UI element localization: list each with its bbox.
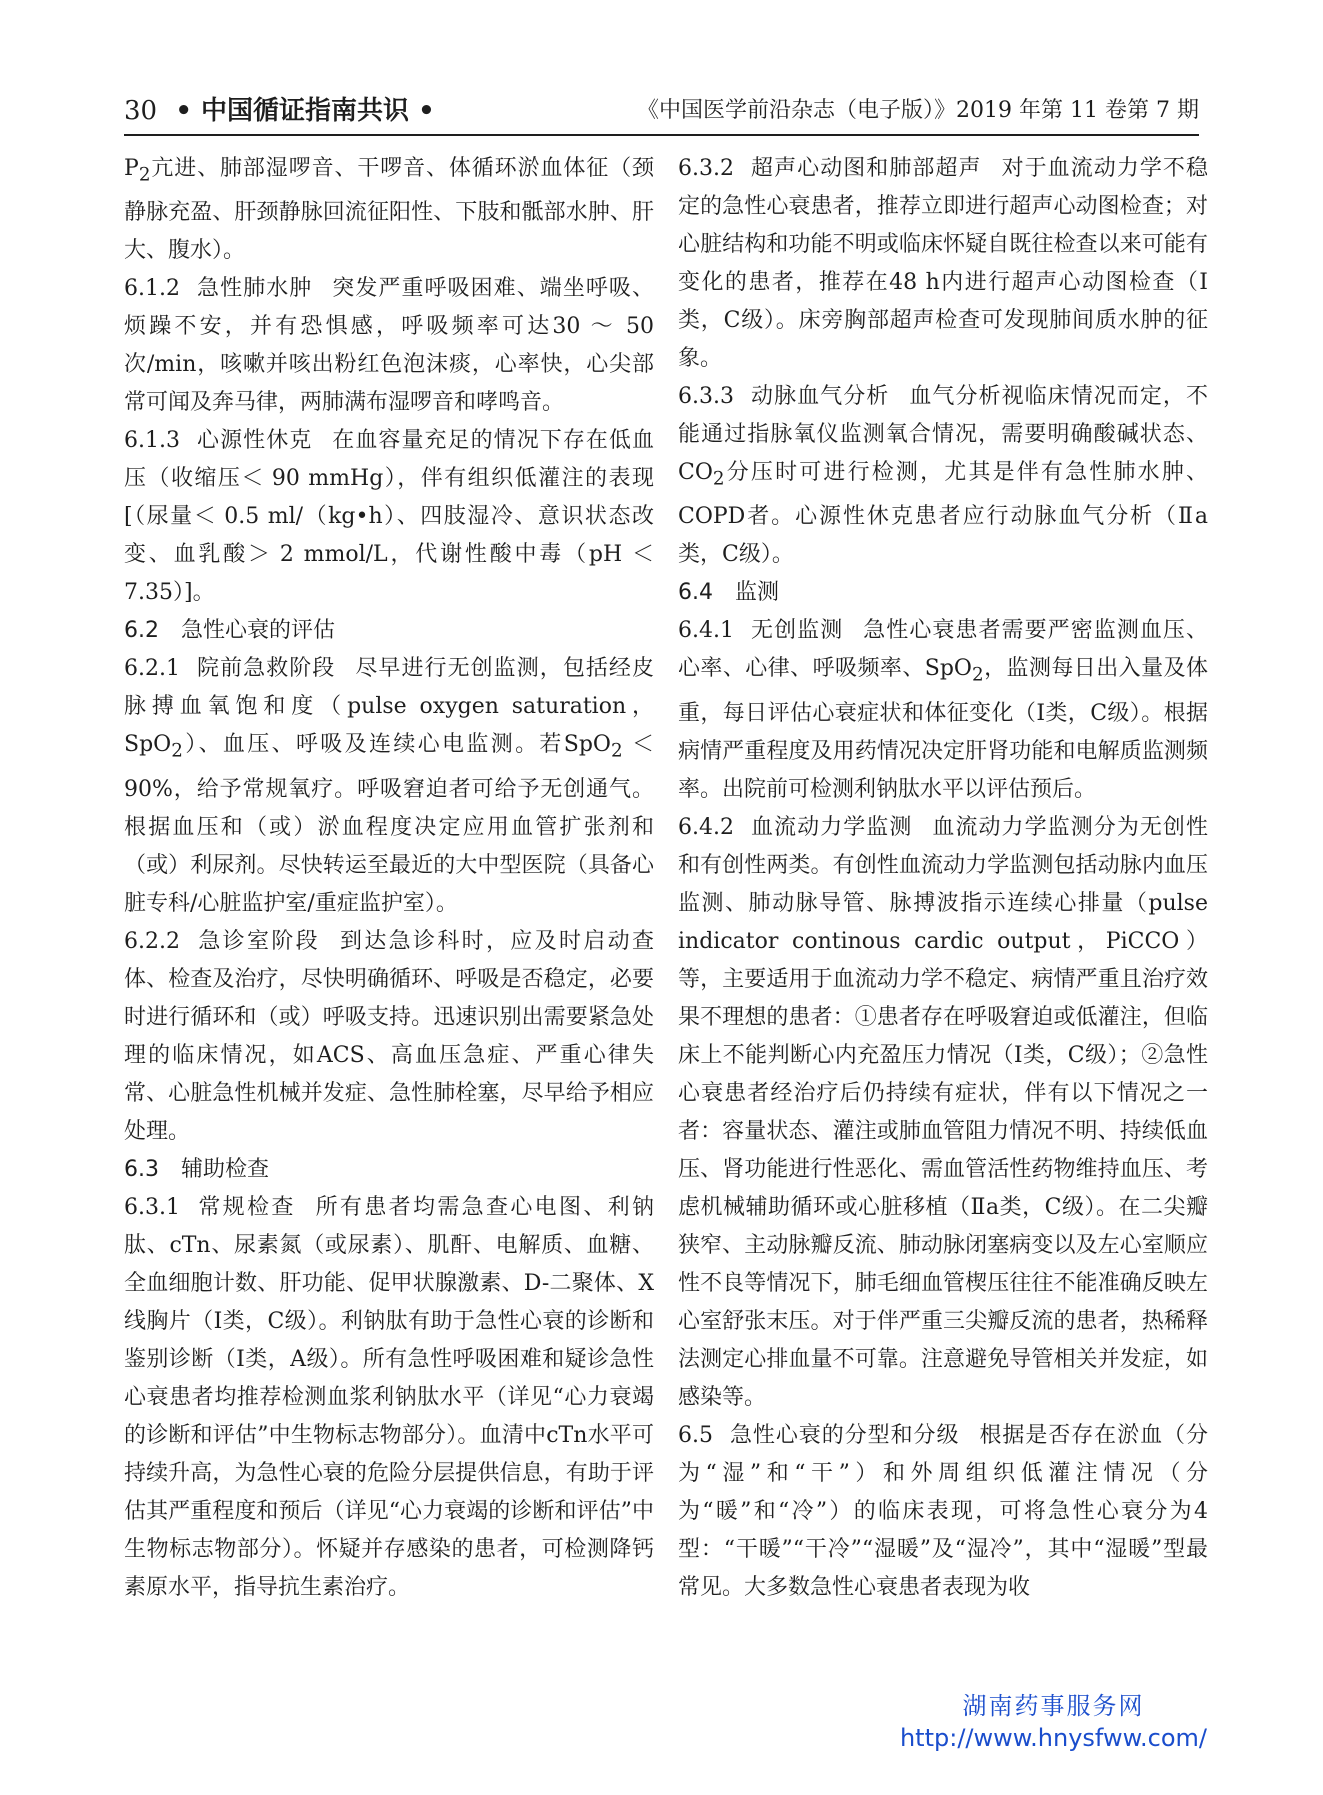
section-number: 6.3.3 [678, 384, 734, 409]
section-number: 6.5 [678, 1422, 713, 1448]
body-text: 根据是否存在淤血（分为“湿”和“干”）和外周组织低灌注情况（分为“暖”和“冷”）的临床表现，可将急性心衰分为4型：“干暖”“干冷”“湿暖”及“湿冷”，其中“湿暖”型最常见。大多数急性心衰患者表现为收 [678, 1422, 1208, 1600]
section-heading-text: 6.2 急性心衰的评估 [124, 618, 335, 644]
paragraph [124, 650, 654, 922]
page-number: 30 [124, 96, 158, 126]
body-text: $P_2$亢进、肺部湿啰音、干啰音、体循环淤血体征（颈静脉充盈、肝颈静脉回流征阳性、下肢和骶部水肿、肝大、腹水）。 [124, 156, 654, 264]
body-text: 对于血流动力学不稳定的急性心衰患者，推荐立即进行超声心动图检查；对心脏结构和功能不明或临床怀疑自既往检查以来可能有变化的患者，推荐在48 h内进行超声心动图检查（Ⅰ类，C级）。床旁胸部超声检查可发现肺间质水肿的征象。 [678, 156, 1208, 371]
subsection-title: 急性肺水肿 [195, 276, 313, 302]
paragraph [678, 612, 1208, 808]
section-heading [678, 574, 1208, 612]
section-number: 6.2.1 [124, 656, 180, 682]
section-heading [124, 612, 654, 650]
right-column [678, 150, 1208, 1607]
subsection-title: 急性心衰的分型和分级 [729, 1422, 960, 1448]
section-heading-text: 6.3 辅助检查 [124, 1156, 269, 1182]
watermark-name: 湖南药事服务网 [962, 1692, 1145, 1720]
body-text: 血流动力学监测分为无创性和有创性两类。有创性血流动力学监测包括动脉内血压监测、肺动脉导管、脉搏波指示连续心排量（pulse indicator continous cardic output，PiCCO）等，主要适用于血流动力学不稳定、病情严重且治疗效果不理想的患者：①患者存在呼吸窘迫或低灌注，但临床上不能判断心内充盈压力情况（Ⅰ类，C级）；②急性心衰患者经治疗后仍持续有症状，伴有以下情况之一者：容量状态、灌注或肺血管阻力情况不明、持续低血压、肾功能进行性恶化、需血管活性药物维持血压、考虑机械辅助循环或心脏移植（Ⅱa类，C级）。在二尖瓣狭窄、主动脉瓣反流、肺动脉闭塞病变以及左心室顺应性不良等情况下，肺毛细血管楔压往往不能准确反映左心室舒张末压。对于伴严重三尖瓣反流的患者，热稀释法测定心排血量不可靠。注意避免导管相关并发症，如感染等。 [678, 814, 1208, 1410]
subsection-title: 无创监测 [749, 618, 844, 644]
watermark-url[interactable]: http://www.hnysfww.com/ [899, 1724, 1207, 1752]
subsection-title: 院前急救阶段 [195, 656, 336, 682]
section-number: 6.4.1 [678, 618, 734, 644]
subsection-title: 血流动力学监测 [749, 814, 913, 840]
paragraph [678, 1417, 1208, 1607]
section-number: 6.1.2 [124, 276, 180, 302]
body-text: 所有患者均需急查心电图、利钠肽、cTn、尿素氮（或尿素）、肌酐、电解质、血糖、全血细胞计数、肝功能、促甲状腺激素、D-二聚体、X线胸片（Ⅰ类，C级）。利钠肽有助于急性心衰的诊断和鉴别诊断（Ⅰ类，A级）。所有急性呼吸困难和疑诊急性心衰患者均推荐检测血浆利钠肽水平（详见“心力衰竭的诊断和评估”中生物标志物部分）。血清中cTn水平可持续升高，为急性心衰的危险分层提供信息，有助于评估其严重程度和预后（详见“心力衰竭的诊断和评估”中生物标志物部分）。怀疑并存感染的患者，可检测降钙素原水平，指导抗生素治疗。 [124, 1194, 654, 1600]
paragraph [124, 1189, 654, 1607]
section-number: 6.3.2 [678, 156, 734, 181]
paragraph [678, 809, 1208, 1417]
section-heading [124, 1151, 654, 1189]
body-text: 急性心衰患者需要严密监测血压、心率、心律、呼吸频率、SpO$_2$，监测每日出入量及体重，每日评估心衰症状和体征变化（Ⅰ类，C级）。根据病情严重程度及用药情况决定肝肾功能和电解质监测频率。出院前可检测利钠肽水平以评估预后。 [678, 618, 1208, 802]
running-header [124, 86, 1199, 136]
section-number: 6.3.1 [124, 1194, 180, 1220]
paragraph [124, 270, 654, 422]
subsection-title: 超声心动图和肺部超声 [749, 156, 982, 181]
subsection-title: 急诊室阶段 [195, 928, 320, 954]
paragraph [678, 150, 1208, 378]
paragraph [678, 378, 1208, 574]
journal-citation: 《中国医学前沿杂志（电子版）》2019 年第 11 卷第 7 期 [637, 98, 1199, 123]
section-number: 6.4.2 [678, 814, 734, 840]
body-text: 尽早进行无创监测，包括经皮脉搏血氧饱和度（pulse oxygen saturation，SpO$_2$）、血压、呼吸及连续心电监测。若SpO$_2$ ＜ 90%，给予常规氧疗。呼吸窘迫者可给予无创通气。根据血压和（或）淤血程度决定应用血管扩张剂和（或）利尿剂。尽快转运至最近的大中型医院（具备心脏专科/心脏监护室/重症监护室）。 [124, 656, 654, 916]
body-text: 到达急诊科时，应及时启动查体、检查及治疗，尽快明确循环、呼吸是否稳定，必要时进行循环和（或）呼吸支持。迅速识别出需要紧急处理的临床情况，如ACS、高血压急症、严重心律失常、心脏急性机械并发症、急性肺栓塞，尽早给予相应处理。 [124, 928, 654, 1144]
paragraph [124, 422, 654, 612]
site-watermark [900, 1690, 1207, 1754]
subsection-title: 常规检查 [195, 1194, 296, 1220]
paragraph [124, 923, 654, 1151]
body-text: 在血容量充足的情况下存在低血压（收缩压＜ 90 mmHg），伴有组织低灌注的表现[（尿量＜ 0.5 ml/（kg•h）、四肢湿冷、意识状态改变、血乳酸＞ 2 mmol/L，代谢性酸中毒（pH ＜ 7.35）]。 [124, 428, 654, 606]
paragraph [124, 150, 654, 270]
header-left [124, 94, 435, 128]
subsection-title: 心源性休克 [195, 428, 313, 454]
section-number: 6.1.3 [124, 428, 180, 454]
column-name: • 中国循证指南共识 • [175, 96, 435, 126]
body-text: 突发严重呼吸困难、端坐呼吸、烦躁不安，并有恐惧感，呼吸频率可达30 ～ 50次/min，咳嗽并咳出粉红色泡沫痰，心率快，心尖部常可闻及奔马律，两肺满布湿啰音和哮鸣音。 [124, 276, 654, 416]
section-heading-text: 6.4 监测 [678, 580, 779, 606]
body-text: 血气分析视临床情况而定，不能通过指脉氧仪监测氧合情况，需要明确酸碱状态、$CO_2$分压时可进行检测，尤其是伴有急性肺水肿、COPD者。心源性休克患者应行动脉血气分析（Ⅱa类，C级）。 [678, 384, 1208, 568]
left-column [124, 150, 654, 1607]
subsection-title: 动脉血气分析 [749, 384, 890, 409]
section-number: 6.2.2 [124, 928, 180, 954]
